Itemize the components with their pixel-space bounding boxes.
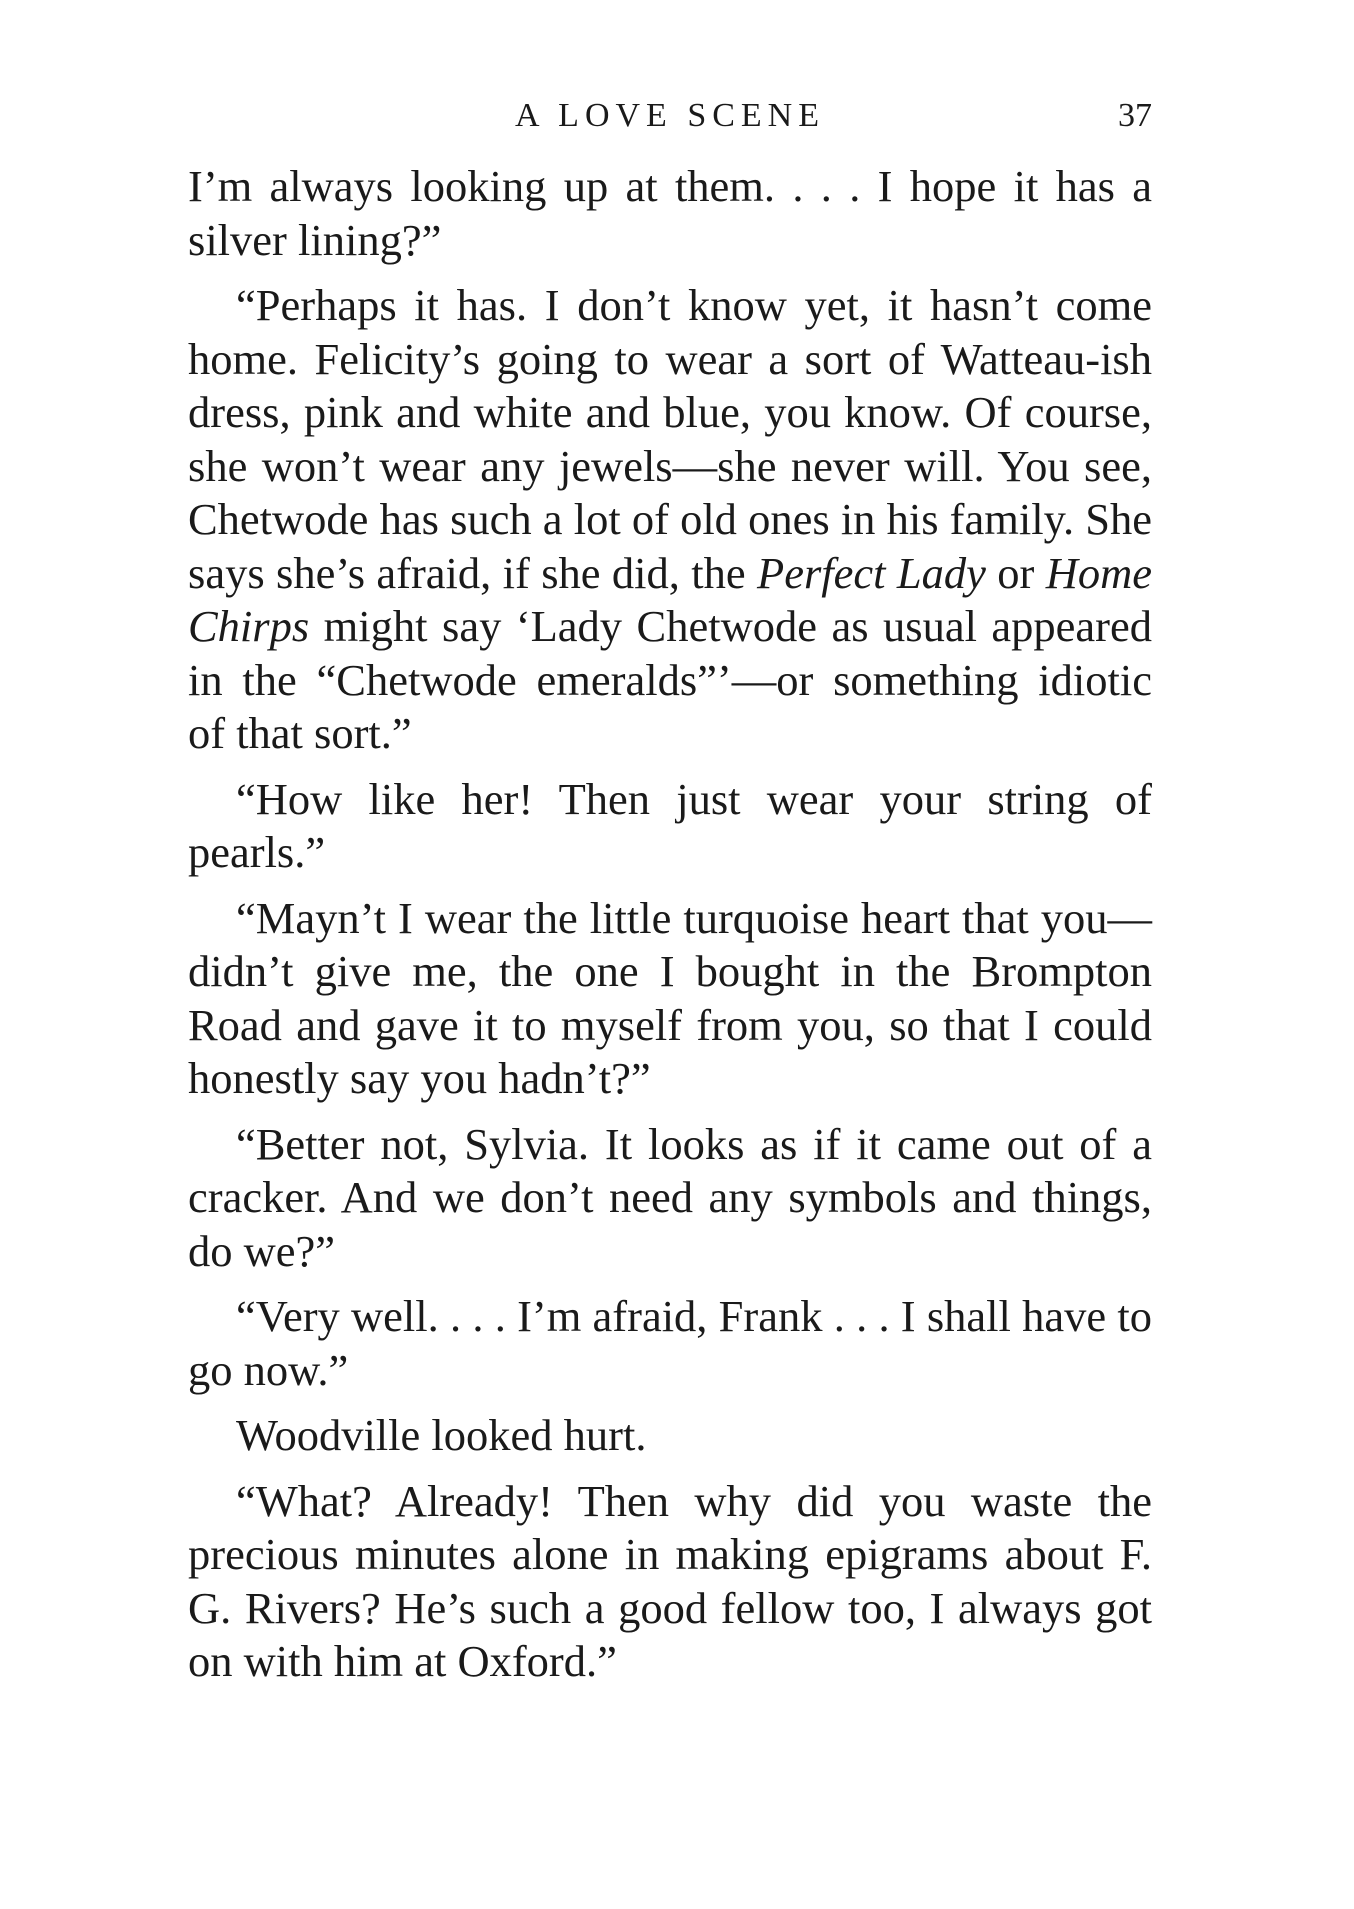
paragraph: [188, 1118, 1152, 1279]
text-run: might say ‘Lady Chetwode as usual appeared in the “Chetwode emeralds”’—or something idiotic of that sort.”: [188, 601, 1152, 758]
italic-title: Perfect Lady: [757, 547, 986, 598]
running-title: A LOVE SCENE: [515, 97, 825, 134]
paragraph: [188, 892, 1152, 1106]
text-run: “Mayn’t I wear the little turquoise heart that you—didn’t give me, the one I bought in the Brompton Road and gave it to myself from you, so that I could honestly say you hadn’t?”: [188, 892, 1152, 1103]
paragraph: [188, 160, 1152, 267]
paragraph: [188, 279, 1152, 761]
text-run: “Very well. . . . I’m afraid, Frank . . . I shall have to go now.”: [188, 1291, 1152, 1395]
text-run: Woodville looked hurt.: [236, 1410, 647, 1460]
paragraph: [188, 1290, 1152, 1397]
text-run: “How like her! Then just wear your string of pearls.”: [188, 773, 1152, 877]
text-run: I’m always looking up at them. . . . I hope it has a silver lining?”: [188, 161, 1152, 265]
page-number: 37: [1118, 97, 1152, 134]
text-run: “Perhaps it has. I don’t know yet, it hasn’t come home. Felicity’s going to wear a sort of Watteau-ish dress, pink and white and blue, you know. Of course, she won’t wear any jewels—she never will. You see, Chetwode has such a lot of old ones in his family. She says she’s afraid, if she did, the: [188, 280, 1152, 598]
running-head: [188, 92, 1152, 140]
text-run: “Better not, Sylvia. It looks as if it came out of a cracker. And we don’t need any symbols and things, do we?”: [188, 1118, 1152, 1276]
paragraph: [188, 1409, 1152, 1463]
italic-title: Home Chirps: [188, 547, 1152, 651]
body-text: [188, 160, 1152, 1701]
paragraph: [188, 773, 1152, 880]
paragraph: [188, 1475, 1152, 1689]
text-run: “What? Already! Then why did you waste the precious minutes alone in making epigrams about F. G. Rivers? He’s such a good fellow too, I always got on with him at Oxford.”: [188, 1475, 1152, 1686]
text-run: or: [985, 547, 1046, 598]
